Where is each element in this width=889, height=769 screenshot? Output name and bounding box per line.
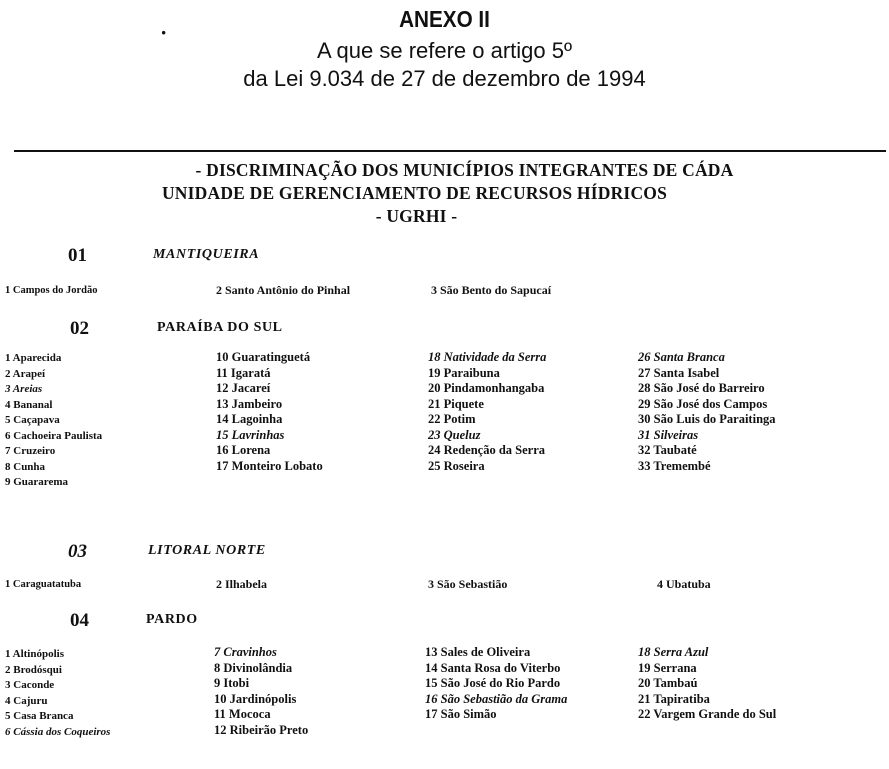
municipality: 8 Divinolândia	[214, 660, 293, 675]
municipality: 26 Santa Branca	[638, 350, 725, 364]
municipality: 32 Taubaté	[638, 443, 697, 457]
municipality: 13 Jambeiro	[216, 396, 283, 411]
municipality: 17 São Simão	[425, 707, 497, 721]
ugrhi-01-name: MANTIQUEIRA	[153, 247, 260, 262]
municipality: 16 Lorena	[216, 443, 271, 457]
municipality: 30 São Luis do Paraitinga	[638, 412, 776, 426]
ugrhi-04-column-4	[638, 645, 776, 723]
municipality: 13 Sales de Oliveira	[425, 645, 531, 659]
ugrhi-01-item: 2 Santo Antônio do Pinhal	[216, 283, 351, 297]
municipality: 19 Paraibuna	[428, 365, 500, 380]
ugrhi-03-item: 2 Ilhabela	[216, 577, 268, 591]
ugrhi-01-item: 3 São Bento do Sapucaí	[431, 283, 552, 297]
municipality: 10 Jardinópolis	[214, 691, 297, 706]
municipality: 15 Lavrinhas	[216, 427, 285, 442]
municipality: 22 Potim	[428, 412, 476, 426]
municipality: 21 Piquete	[428, 396, 484, 411]
municipality: 15 São José do Rio Pardo	[425, 676, 561, 690]
municipality: 1 Altinópolis	[5, 648, 64, 660]
ugrhi-03-item: 3 São Sebastião	[428, 577, 508, 591]
ugrhi-04-column-2	[214, 645, 308, 738]
ugrhi-04-name: PARDO	[146, 612, 198, 627]
ugrhi-01-number: 01	[68, 245, 87, 266]
ugrhi-01-item: 1 Campos do Jordão	[5, 285, 98, 296]
municipality: 5 Caçapava	[5, 414, 60, 426]
municipality: 17 Monteiro Lobato	[216, 458, 323, 473]
municipality: 18 Natividade da Serra	[428, 350, 547, 364]
municipality: 29 São José dos Campos	[638, 396, 768, 411]
ugrhi-04-column-3	[425, 645, 567, 723]
ugrhi-02-column-2	[216, 350, 323, 474]
municipality: 8 Cunha	[5, 460, 46, 473]
municipality: 3 Caconde	[5, 679, 55, 691]
ugrhi-04-number: 04	[70, 610, 89, 631]
ugrhi-03-item: 4 Ubatuba	[657, 577, 711, 591]
stray-mark: ·	[160, 20, 168, 45]
section-header-line-2: UNIDADE DE GERENCIAMENTO DE RECURSOS HÍDRICOS	[161, 183, 668, 203]
municipality: 2 Arapeí	[5, 367, 46, 380]
ugrhi-02-name: PARAÍBA DO SUL	[157, 320, 283, 335]
subtitle-line-2: da Lei 9.034 de 27 de dezembro de 1994	[243, 66, 646, 91]
ugrhi-03-number: 03	[68, 541, 87, 562]
municipality: 23 Queluz	[428, 427, 481, 442]
municipality: 6 Cássia dos Coqueiros	[5, 725, 111, 738]
municipality: 12 Ribeirão Preto	[214, 722, 309, 737]
ugrhi-02-column-3	[428, 350, 546, 474]
municipality: 3 Areias	[5, 383, 43, 395]
municipality: 25 Roseira	[428, 458, 485, 473]
ugrhi-03-name: LITORAL NORTE	[148, 543, 266, 558]
section-header-line-1: - DISCRIMINAÇÃO DOS MUNICÍPIOS INTEGRANTES DE CÁDA	[195, 160, 734, 180]
municipality: 7 Cravinhos	[214, 645, 277, 659]
page-title: ANEXO II	[399, 6, 490, 32]
municipality: 21 Tapiratiba	[638, 691, 710, 706]
municipality: 33 Tremembé	[638, 458, 711, 473]
municipality: 5 Casa Branca	[5, 710, 74, 722]
municipality: 14 Lagoinha	[216, 412, 283, 426]
municipality: 4 Bananal	[5, 398, 53, 411]
ugrhi-03-item: 1 Caraguatatuba	[5, 579, 82, 590]
municipality: 11 Igaratá	[216, 365, 271, 380]
municipality: 12 Jacareí	[216, 381, 271, 395]
municipality: 2 Brodósqui	[5, 663, 62, 676]
municipality: 11 Mococa	[214, 707, 271, 721]
municipality: 20 Tambaú	[638, 676, 698, 690]
municipality: 1 Aparecida	[5, 352, 62, 364]
municipality: 24 Redenção da Serra	[428, 443, 545, 457]
municipality: 20 Pindamonhangaba	[428, 381, 545, 395]
municipality: 9 Guararema	[5, 476, 69, 488]
section-header-line-3: - UGRHI -	[375, 206, 458, 226]
municipality: 6 Cachoeira Paulista	[5, 429, 103, 442]
header-rule	[14, 150, 886, 152]
subtitle-line-1: A que se refere o artigo 5º	[316, 38, 573, 63]
municipality: 16 São Sebastião da Grama	[425, 691, 568, 706]
ugrhi-02-column-1	[5, 351, 102, 491]
municipality: 4 Cajuru	[5, 694, 48, 707]
municipality: 28 São José do Barreiro	[638, 381, 765, 395]
municipality: 18 Serra Azul	[638, 645, 709, 659]
municipality: 19 Serrana	[638, 660, 697, 675]
ugrhi-02-number: 02	[70, 318, 89, 339]
municipality: 27 Santa Isabel	[638, 365, 720, 380]
ugrhi-02-column-4	[638, 350, 776, 474]
municipality: 7 Cruzeiro	[5, 445, 56, 457]
municipality: 10 Guaratinguetá	[216, 350, 311, 364]
municipality: 9 Itobi	[214, 676, 250, 690]
ugrhi-04-column-1	[5, 647, 110, 740]
municipality: 31 Silveiras	[638, 427, 699, 442]
municipality: 14 Santa Rosa do Viterbo	[425, 660, 561, 675]
municipality: 22 Vargem Grande do Sul	[638, 707, 777, 721]
